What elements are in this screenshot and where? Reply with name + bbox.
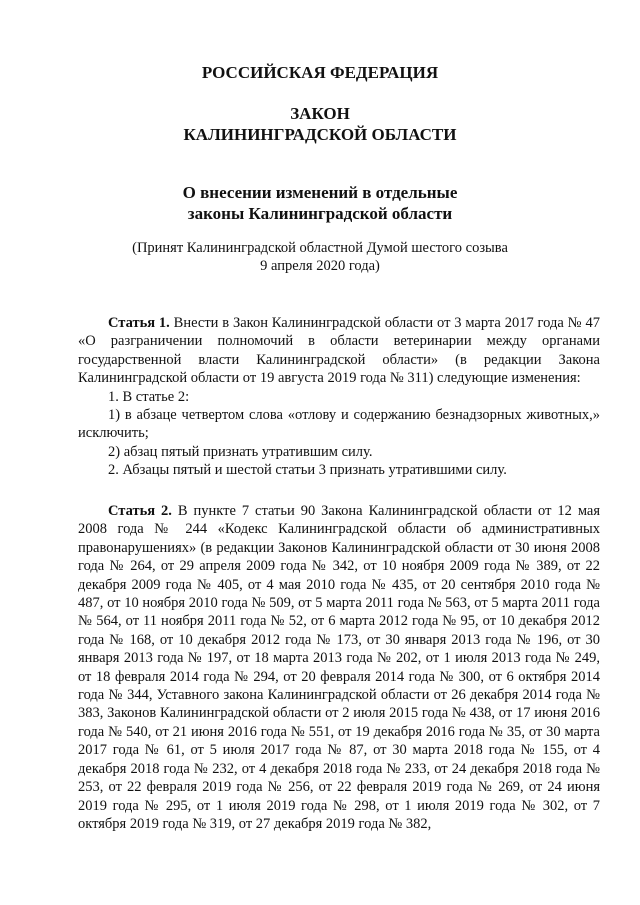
- article-1: [78, 314, 600, 480]
- law-title-line-2: законы Калининградской области: [187, 204, 453, 223]
- article-1-item-1-subitem-2: 2) абзац пятый признать утратившим силу.: [108, 443, 373, 460]
- article-1-heading: Статья 1.: [108, 315, 170, 331]
- article-2-text: В пункте 7 статьи 90 Закона Калининградской области от 12 мая 2008 года № 244 «Кодекс Калининградской области об административных правонарушениях» (в редакции Законов Калининградской области от 30 июня 2008 года № 264, от 29 апреля 2009 года № 342, от 10 ноября 2009 года № 389, от 22 декабря 2009 года № 405, от 4 мая 2010 года № 435, от 20 сентября 2010 года № 487, от 10 ноября 2010 года № 509, от 5 марта 2011 года № 563, от 5 марта 2011 года № 564, от 11 ноября 2011 года № 52, от 6 марта 2012 года № 95, от 10 декабря 2012 года № 168, от 10 декабря 2012 года № 173, от 30 января 2013 года № 196, от 30 января 2013 года № 197, от 18 марта 2013 года № 202, от 1 июля 2013 года № 249, от 18 февраля 2014 года № 294, от 20 февраля 2014 года № 300, от 6 октября 2014 года № 344, Уставного закона Калининградской области от 26 декабря 2014 года № 383, Законов Калининградской области от 2 июля 2015 года № 438, от 17 июня 2016 года № 540, от 21 июня 2016 года № 551, от 19 декабря 2016 года № 35, от 30 марта 2017 года № 61, от 5 июля 2017 года № 87, от 30 марта 2018 года № 155, от 4 декабря 2018 года № 232, от 4 декабря 2018 года № 233, от 24 декабря 2018 года № 253, от 22 февраля 2019 года № 256, от 22 февраля 2019 года № 269, от 24 июня 2019 года № 295, от 1 июля 2019 года № 298, от 1 июля 2019 года № 302, от 7 октября 2019 года № 319, от 27 декабря 2019 года № 382,: [78, 503, 601, 832]
- country-heading: РОССИЙСКАЯ ФЕДЕРАЦИЯ: [201, 63, 439, 82]
- article-2-paragraph: [78, 502, 600, 833]
- article-1-item-2: 2. Абзацы пятый и шестой статьи 3 признать утратившими силу.: [108, 462, 507, 479]
- article-1-item-1-subitem-1: 1) в абзаце четвертом слова «отлову и содержанию безнадзорных животных,» исключить;: [78, 407, 600, 442]
- article-1-intro-text: Внести в Закон Калининградской области от 3 марта 2017 года № 47 «О разграничении полномочий в области ветеринарии между органами государственной власти Калининградской области» (в редакции Закона Калининградской области от 19 августа 2019 года № 311) следующие изменения:: [78, 315, 600, 387]
- article-1-intro: [78, 314, 600, 388]
- adoption-note-line-1: (Принят Калининградской областной Думой шестого созыва: [132, 240, 508, 256]
- law-heading: ЗАКОН: [290, 104, 350, 123]
- article-1-item-1: 1. В статье 2:: [108, 388, 190, 405]
- region-heading: КАЛИНИНГРАДСКОЙ ОБЛАСТИ: [183, 125, 457, 144]
- article-2-heading: Статья 2.: [108, 503, 172, 519]
- article-2: [78, 502, 600, 833]
- adoption-note-line-2: 9 апреля 2020 года): [260, 258, 380, 274]
- law-title-line-1: О внесении изменений в отдельные: [182, 183, 458, 202]
